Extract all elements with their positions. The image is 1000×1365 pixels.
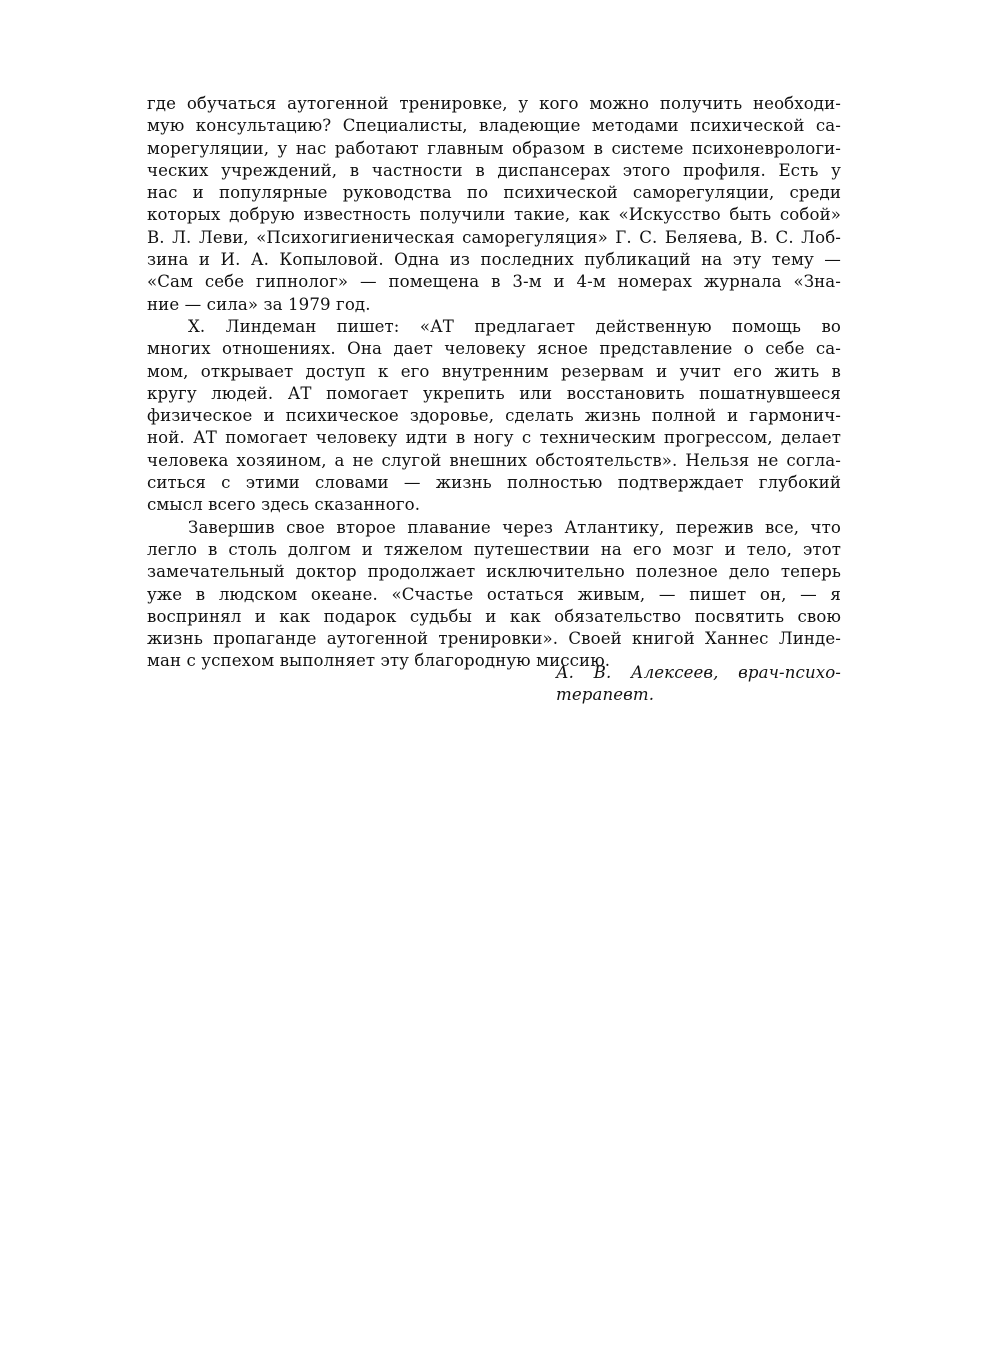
text-line: ние — сила» за 1979 год. <box>147 294 371 314</box>
paragraph-1 <box>147 93 841 316</box>
text-line: замечательный доктор продолжает исключительно полезное дело теперь <box>147 562 841 582</box>
paragraph-3 <box>147 517 841 673</box>
text-line: мом, открывает доступ к его внутренним резервам и учит его жить в <box>147 361 841 381</box>
text-line: ной. АТ помогает человеку идти в ногу с техническим прогрессом, делает <box>147 428 841 448</box>
text-line: ман с успехом выполняет эту благородную миссию. <box>147 651 611 671</box>
text-line: легло в столь долгом и тяжелом путешествии на его мозг и тело, этот <box>147 539 841 559</box>
text-line: которых добрую известность получили такие, как «Искусство быть собой» <box>147 205 841 225</box>
text-line: морегуляции, у нас работают главным образом в системе психоневрологи- <box>147 138 841 158</box>
text-line: Х. Линдеман пишет: «АТ предлагает действенную помощь во <box>188 316 841 336</box>
text-line: мую консультацию? Специалисты, владеющие методами психической са- <box>147 116 841 136</box>
text-line: В. Л. Леви, «Психогигиеническая саморегуляция» Г. С. Беляева, В. С. Лоб- <box>147 227 841 247</box>
text-line: Завершив свое второе плавание через Атлантику, пережив все, что <box>188 517 841 537</box>
text-line: «Сам себе гипнолог» — помещена в 3-м и 4-м номерах журнала «Зна- <box>147 272 841 292</box>
paragraph-2 <box>147 316 841 517</box>
text-line: многих отношениях. Она дает человеку ясное представление о себе са- <box>147 339 841 359</box>
text-line: смысл всего здесь сказанного. <box>147 495 421 515</box>
body-text <box>147 93 841 673</box>
text-line: ситься с этими словами — жизнь полностью подтверждает глубокий <box>147 473 841 493</box>
author-signature <box>556 662 841 707</box>
text-line: человека хозяином, а не слугой внешних обстоятельств». Нельзя не согла- <box>147 450 841 470</box>
text-line: физическое и психическое здоровье, сделать жизнь полной и гармонич- <box>147 406 841 426</box>
text-line: где обучаться аутогенной тренировке, у кого можно получить необходи- <box>147 94 841 113</box>
text-line: зина и И. А. Копыловой. Одна из последних публикаций на эту тему — <box>147 250 841 270</box>
text-line: нас и популярные руководства по психической саморегуляции, среди <box>147 183 841 203</box>
text-line: жизнь пропаганде аутогенной тренировки». Своей книгой Ханнес Линде- <box>147 629 841 649</box>
signature-line: терапевт. <box>556 685 655 705</box>
text-line: воспринял и как подарок судьбы и как обязательство посвятить свою <box>147 606 841 626</box>
text-line: кругу людей. АТ помогает укрепить или восстановить пошатнувшееся <box>147 383 841 403</box>
text-line: ческих учреждений, в частности в диспансерах этого профиля. Есть у <box>147 160 841 180</box>
signature-line: А. В. Алексеев, врач-психо- <box>556 663 841 682</box>
text-line: уже в людском океане. «Счастье остаться живым, — пишет он, — я <box>147 584 841 604</box>
